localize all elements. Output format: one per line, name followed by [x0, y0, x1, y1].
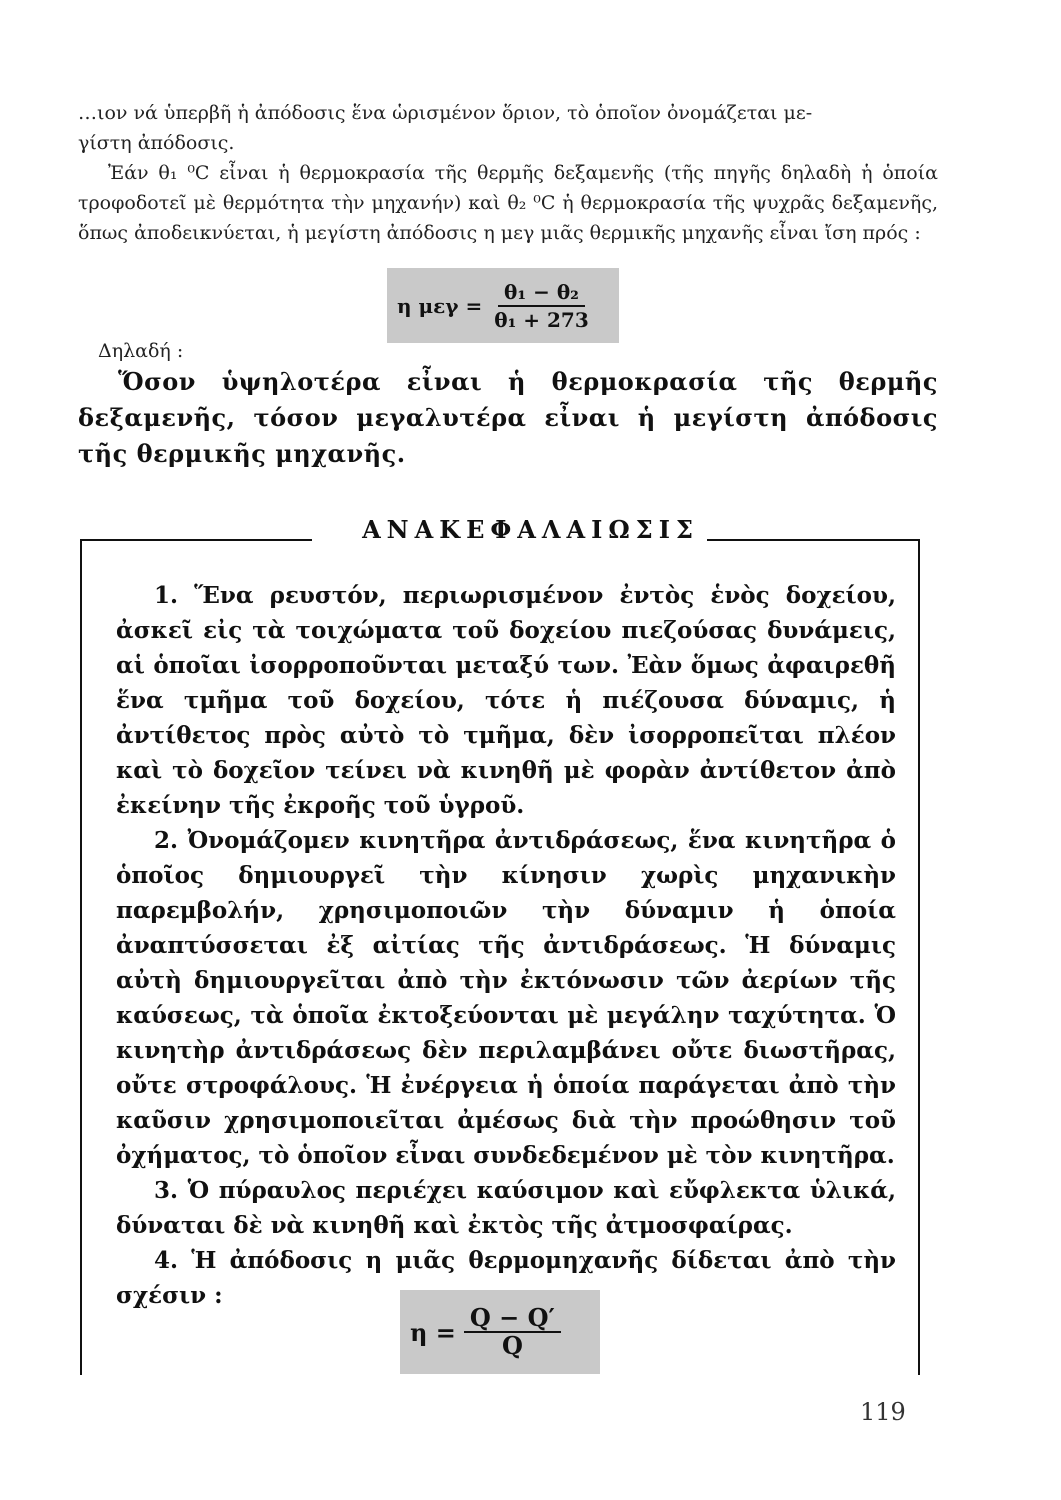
summary-rule-left [80, 539, 312, 541]
summary-item-2: 2. Ὀνομάζομεν κινητῆρα ἀντιδράσεως, ἕνα κινητῆρα ὁ ὁποῖος δημιουργεῖ τὴν κίνησιν χωρὶς μηχανικὴν παρεμβολήν, χρησιμοποιῶν τὴν δύναμιν ἡ ὁποία ἀναπτύσσεται ἐξ αἰτίας τῆς ἀντιδράσεως. Ἡ δύναμις αὐτὴ δημιουργεῖται ἀπὸ τὴν ἐκτόνωσιν τῶν ἀερίων τῆς καύσεως, τὰ ὁποῖα ἐκτοξεύονται μὲ μεγάλην ταχύτητα. Ὁ κινητὴρ ἀντιδράσεως δὲν περιλαμβάνει οὔτε διωστῆρας, οὔτε στροφάλους. Ἡ ἐνέργεια ἡ ὁποία παράγεται ἀπὸ τὴν καῦσιν χρησιμοποιεῖται ἀμέσως διὰ τὴν προώθησιν τοῦ ὀχήματος, τὸ ὁποῖον εἶναι συνδεδεμένον μὲ τὸν κινητῆρα. [116, 827, 896, 1169]
summary-box [116, 578, 896, 1313]
emphasis-statement [78, 364, 938, 472]
intro-line-2: γίστη ἀπόδοσις. [78, 132, 235, 154]
efficiency-formula [400, 1290, 600, 1374]
intro-paragraph: Ἐάν θ₁ ⁰C εἶναι ἡ θερμοκρασία τῆς θερμῆς δεξαμενῆς (τῆς πηγῆς δηλαδὴ ἡ ὁποία τροφοδοτεῖ μὲ θερμότητα τὴν μηχανήν) καὶ θ₂ ⁰C ἡ θερμοκρασία τῆς ψυχρᾶς δεξαμενῆς, ὅπως ἀποδεικνύεται, ἡ μεγίστη ἀπόδοσις η μεγ μιᾶς θερμικῆς μηχανῆς εἶναι ἴση πρός : [78, 162, 938, 244]
formula-numerator: θ₁ − θ₂ [498, 279, 585, 307]
formula2-fraction [464, 1305, 561, 1359]
formula-lhs: η μεγ = [397, 293, 483, 318]
dilade-label: Δηλαδή : [98, 340, 184, 362]
formula2-numerator: Q − Q′ [464, 1305, 561, 1333]
formula2-denominator: Q [501, 1331, 523, 1360]
max-efficiency-formula [387, 268, 619, 343]
summary-item-1: 1. Ἕνα ρευστόν, περιωρισμένον ἐντὸς ἑνὸς δοχείου, ἀσκεῖ εἰς τὰ τοιχώματα τοῦ δοχείου πιεζούσας δυνάμεις, αἱ ὁποῖαι ἰσορροποῦνται μεταξύ των. Ἐὰν ὅμως ἀφαιρεθῆ ἕνα τμῆμα τοῦ δοχείου, τότε ἡ πιέζουσα δύναμις, ἡ ἀντίθετος πρὸς αὐτὸ τὸ τμῆμα, δὲν ἰσορροπεῖται πλέον καὶ τὸ δοχεῖον τείνει νὰ κινηθῆ μὲ φορὰν ἀντίθετον ἀπὸ ἐκείνην τῆς ἐκροῆς τοῦ ὑγροῦ. [116, 582, 896, 819]
intro-line-1: …ιον νά ὑπερβῆ ἡ ἀπόδοσις ἕνα ὡρισμένον ὅριον, τὸ ὁποῖον ὀνομάζεται με- [78, 102, 813, 124]
page-number: 119 [860, 1398, 906, 1426]
emphasis-text: Ὅσον ὑψηλοτέρα εἶναι ἡ θερμοκρασία τῆς θερμῆς δεξαμενῆς, τόσον μεγαλυτέρα εἶναι ἡ μεγίστη ἀπόδοσις τῆς θερμικῆς μηχανῆς. [78, 367, 938, 468]
summary-heading [0, 514, 1061, 546]
summary-item-3: 3. Ὁ πύραυλος περιέχει καύσιμον καὶ εὔφλεκτα ὑλικά, δύναται δὲ νὰ κινηθῆ καὶ ἐκτὸς τῆς ἀτμοσφαίρας. [116, 1177, 896, 1239]
formula-denominator: θ₁ + 273 [494, 307, 589, 332]
summary-rule-right [688, 539, 920, 541]
summary-title: ΑΝΑΚΕΦΑΛΑΙΩΣΙΣ [354, 515, 707, 544]
summary-border-left [80, 539, 82, 1375]
summary-border-right [918, 539, 920, 1375]
formula-fraction [488, 279, 595, 333]
intro-text [78, 98, 938, 248]
summary-item-4: 4. Ἡ ἀπόδοσις η μιᾶς θερμομηχανῆς δίδεται ἀπὸ τὴν σχέσιν : [116, 1247, 896, 1309]
formula2-lhs: η = [410, 1317, 456, 1347]
